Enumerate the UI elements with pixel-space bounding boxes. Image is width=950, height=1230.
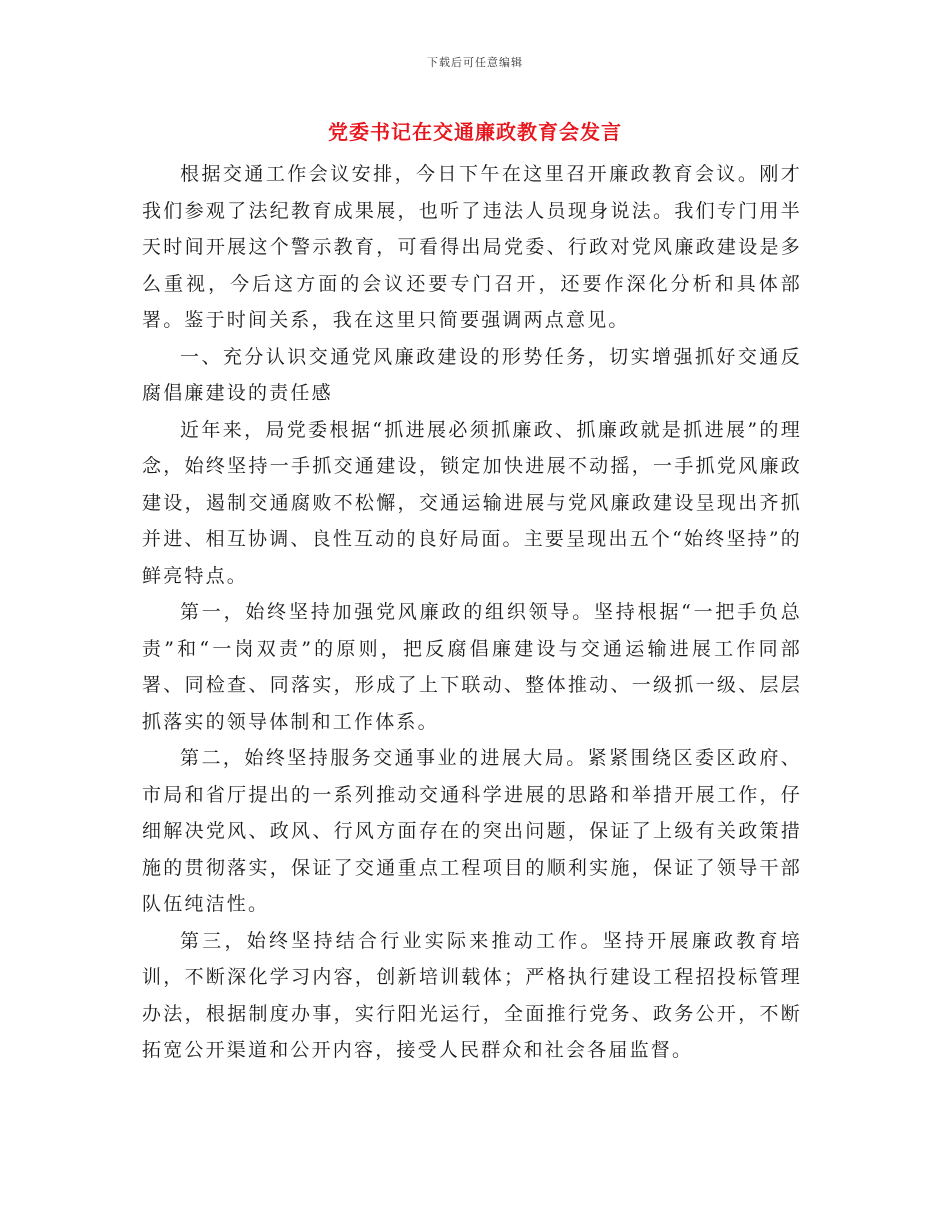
paragraph-point-2: 第二，始终坚持服务交通事业的进展大局。紧紧围绕区委区政府、市局和省厅提出的一系列推动交通科学进展的思路和举措开展工作，仔细解决党风、政风、行风方面存在的突出问题，保证了上级有关政策措施的贯彻落实，保证了交通重点工程项目的顺利实施，保证了领导干部队伍纯洁性。 bbox=[142, 747, 802, 915]
paragraph-point-1: 第一，始终坚持加强党风廉政的组织领导。坚持根据“一把手负总责”和“一岗双责”的原则，把反腐倡廉建设与交通运输进展工作同部署、同检查、同落实，形成了上下联动、整体推动、一级抓一级、层层抓落实的领导体制和工作体系。 bbox=[142, 601, 802, 733]
document-title: 党委书记在交通廉政教育会发言 bbox=[328, 120, 622, 144]
paragraph-intro: 根据交通工作会议安排，今日下午在这里召开廉政教育会议。刚才我们参观了法纪教育成果展，也听了违法人员现身说法。我们专门用半天时间开展这个警示教育，可看得出局党委、行政对党风廉政建设是多么重视，今后这方面的会议还要专门召开，还要作深化分析和具体部署。鉴于时间关系，我在这里只简要强调两点意见。 bbox=[142, 163, 802, 331]
download-note: 下载后可任意编辑 bbox=[427, 56, 523, 69]
section-heading-1: 一、充分认识交通党风廉政建设的形势任务，切实增强抓好交通反腐倡廉建设的责任感 bbox=[142, 345, 802, 404]
paragraph-point-3: 第三，始终坚持结合行业实际来推动工作。坚持开展廉政教育培训，不断深化学习内容，创新培训载体；严格执行建设工程招投标管理办法，根据制度办事，实行阳光运行，全面推行党务、政务公开，不断拓宽公开渠道和公开内容，接受人民群众和社会各届监督。 bbox=[142, 929, 802, 1061]
document-body bbox=[142, 156, 802, 1069]
paragraph-recent-years: 近年来，局党委根据“抓进展必须抓廉政、抓廉政就是抓进展”的理念，始终坚持一手抓交通建设，锁定加快进展不动摇，一手抓党风廉政建设，遏制交通腐败不松懈，交通运输进展与党风廉政建设呈现出齐抓并进、相互协调、良性互动的良好局面。主要呈现出五个“始终坚持”的鲜亮特点。 bbox=[142, 418, 802, 587]
